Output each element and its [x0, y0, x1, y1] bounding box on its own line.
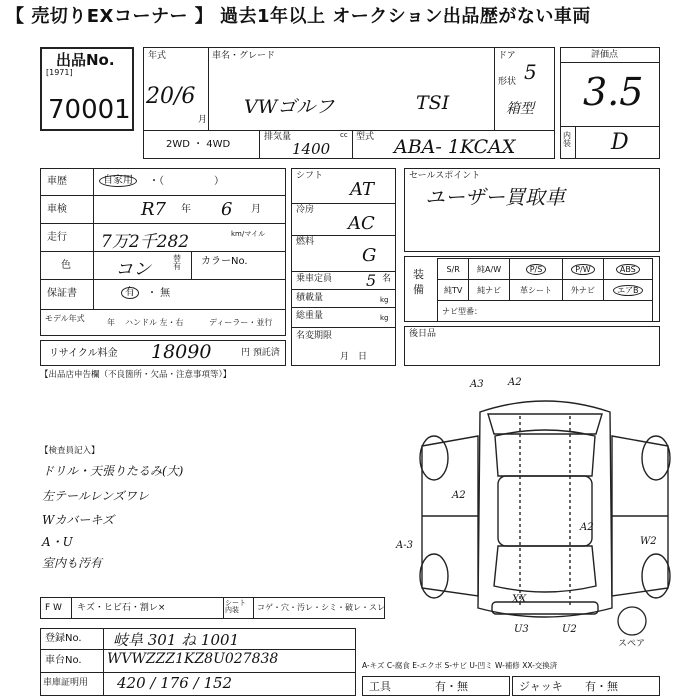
car-hood — [488, 414, 602, 434]
damage-a2-left: A2 — [452, 490, 466, 501]
equip-pw: P/W — [563, 259, 603, 280]
ac-value: AC — [348, 213, 375, 234]
declaration-label: 【出品店申告欄（不良箇所・欠品・注意事項等）】 — [40, 370, 232, 380]
lot-sub-number: [1971] — [46, 68, 73, 77]
grade-value: TSI — [416, 92, 450, 114]
score-label: 評価点 — [591, 50, 619, 60]
damage-xx-rear: XX — [512, 594, 527, 605]
wheel-front-left — [420, 436, 448, 480]
year-label: 年式 — [148, 51, 167, 61]
sales-point-label: セールスポイント — [409, 171, 481, 181]
damage-a3-left: A-3 — [396, 540, 413, 551]
color-label: 色 — [61, 260, 71, 271]
fw-bar — [40, 597, 385, 619]
chassis-value: WVWZZZ1KZ8U027838 — [107, 651, 279, 667]
warranty-value: 有 — [121, 287, 139, 299]
vehicle-header-box — [143, 47, 555, 159]
inspection-value: R7 — [141, 199, 167, 220]
damage-u2-rear: U2 — [562, 624, 577, 635]
fw-label: F W — [45, 603, 62, 613]
car-rear-bumper — [492, 602, 598, 614]
handle-label: ハンドル 左・右 — [125, 318, 184, 327]
shape-label: 形状 — [498, 77, 517, 87]
spare-label: スペア — [618, 639, 646, 649]
year-month-unit: 月 — [198, 115, 208, 125]
damage-legend: A-キズ C-腐食 E-エクボ S-サビ U-凹ミ W-補修 XX-交換済 — [362, 661, 558, 670]
car-rear-window — [494, 546, 596, 592]
warranty-label: 保証書 — [47, 288, 77, 299]
load-kg: kg — [380, 296, 389, 304]
mileage-value: 7万2千282 — [101, 232, 190, 252]
car-damage-diagram — [400, 376, 690, 640]
equip-nav-model: ナビ型番： — [438, 301, 653, 322]
equip-leather: 革シート — [509, 280, 562, 301]
dealer-label: ディーラー・並行 — [209, 318, 273, 327]
registration-box — [40, 628, 356, 696]
tools-value: 有・無 — [435, 680, 468, 693]
interior-value: D — [611, 130, 629, 155]
equip-tv: 純TV — [438, 280, 469, 301]
inspector-line-1: ドリル・天張りたるみ(大) — [42, 464, 184, 478]
displacement-cc: cc — [340, 131, 348, 139]
weight-kg: kg — [380, 314, 389, 322]
year-value: 20/6 — [146, 84, 196, 109]
equip-alloy: 純A/W — [469, 259, 510, 280]
door-value: 5 — [524, 60, 537, 84]
change-unit: 月 日 — [340, 352, 368, 362]
name-value: VWゴルフ — [244, 96, 335, 118]
model-year-label: モデル年式 — [45, 314, 85, 323]
lot-number: 70001 — [48, 95, 131, 125]
shape-value: 箱型 — [506, 101, 534, 117]
equip-nav: 純ナビ — [469, 280, 510, 301]
sheet-items: コゲ・穴・汚レ・シミ・破レ・スレ — [257, 603, 385, 612]
notes-box — [404, 326, 660, 366]
inspector-line-3: Wカバーキズ — [42, 513, 115, 527]
capacity-unit: 名 — [382, 274, 392, 284]
jack-label: ジャッキ — [519, 680, 563, 693]
sales-point-value: ユーザー買取車 — [425, 185, 565, 209]
damage-a2-front: A2 — [508, 377, 522, 388]
shaken-history-rest: ・（ ） — [149, 176, 224, 187]
displacement-label: 排気量 — [264, 132, 292, 142]
inspection-month-unit: 月 — [251, 204, 261, 215]
interior-label: 内装 — [563, 131, 571, 148]
lot-label: 出品No. — [56, 51, 115, 69]
fw-items: キズ・ヒビ石・割レ× — [77, 603, 166, 613]
inspector-line-2: 左テールレンズワレ — [42, 489, 149, 503]
warranty-rest: ・ 無 — [147, 288, 171, 299]
inspection-year-unit: 年 — [181, 204, 191, 215]
reg-value: 岐阜 301 ね 1001 — [113, 631, 240, 649]
wheel-rear-right — [642, 554, 670, 598]
mileage-unit: km/マイル — [231, 230, 266, 238]
chassis-label: 車台No. — [45, 655, 82, 666]
equip-abs: ABS — [603, 259, 652, 280]
tools-box — [362, 676, 510, 696]
ac-label: 冷房 — [296, 205, 315, 215]
recycle-value: 18090 — [151, 341, 212, 363]
capacity-label: 乗車定員 — [296, 274, 333, 284]
door-label: ドア — [498, 51, 516, 61]
damage-a2-right: A2 — [580, 522, 594, 533]
inspector-line-4: A・U — [42, 535, 73, 549]
history-box — [40, 168, 286, 336]
shaken-history-label: 車歴 — [47, 176, 67, 187]
inspection-label: 車検 — [47, 204, 67, 215]
car-windshield — [495, 430, 595, 476]
score-value: 3.5 — [583, 70, 644, 114]
notes-label: 後日品 — [409, 329, 437, 339]
wheel-rear-left — [420, 554, 448, 598]
shift-label: シフト — [296, 171, 324, 181]
model-value: ABA- 1KCAX — [394, 136, 516, 158]
drive-type: 2WD ・ 4WD — [166, 139, 231, 150]
equip-ps: P/S — [509, 259, 562, 280]
recycle-label: リサイクル料金 — [49, 348, 118, 359]
damage-w2-right: W2 — [640, 536, 657, 547]
equipment-table — [437, 258, 653, 322]
spare-tire-icon — [618, 607, 646, 635]
weight-label: 総重量 — [296, 311, 324, 321]
displacement-value: 1400 — [292, 140, 331, 158]
cert-value: 420 / 176 / 152 — [117, 674, 233, 692]
damage-u3-rear: U3 — [514, 624, 529, 635]
score-box — [560, 47, 660, 159]
recycle-unit: 円 預託済 — [241, 348, 280, 358]
lot-number-box — [40, 47, 134, 131]
sales-point-box — [404, 168, 660, 252]
fuel-label: 燃料 — [296, 237, 315, 247]
mileage-label: 走行 — [47, 232, 67, 243]
inspector-line-5: 室内も汚有 — [42, 556, 103, 570]
reg-label: 登録No. — [45, 633, 82, 644]
wheel-front-right — [642, 436, 670, 480]
color-no-label: カラーNo. — [201, 256, 248, 267]
load-label: 積載量 — [296, 293, 324, 303]
equip-sr: S/R — [438, 259, 469, 280]
model-label: 型式 — [356, 132, 375, 142]
color-value: コン — [115, 259, 151, 280]
car-roof — [498, 476, 592, 546]
jack-value: 有・無 — [585, 680, 618, 693]
cert-label: 車庫証明用 — [43, 678, 89, 688]
equip-airbag: エアB — [603, 280, 652, 301]
equip-ext-nav: 外ナビ — [563, 280, 603, 301]
recycle-box — [40, 340, 286, 366]
page-banner: 【 売切りEXコーナー 】 過去1年以上 オークション出品歴がない車両 — [6, 6, 591, 27]
damage-a3-front: A3 — [470, 379, 484, 390]
shift-value: AT — [350, 179, 375, 200]
spec-box — [291, 168, 396, 366]
sheet-label: シート内装 — [225, 599, 246, 614]
inspector-label: 【検査員記入】 — [40, 446, 100, 456]
shaken-history-value: 自家用 — [99, 175, 137, 187]
equipment-label: 装備 — [413, 268, 424, 297]
capacity-value: 5 — [366, 271, 377, 290]
color-change: 替有 — [173, 254, 181, 271]
fuel-value: G — [362, 245, 377, 266]
model-year-unit: 年 — [107, 318, 115, 327]
inspection-month: 6 — [221, 199, 233, 220]
jack-box — [512, 676, 660, 696]
change-label: 名変期限 — [296, 331, 333, 341]
name-label: 車名・グレード — [212, 51, 276, 61]
tools-label: 工具 — [369, 680, 391, 693]
